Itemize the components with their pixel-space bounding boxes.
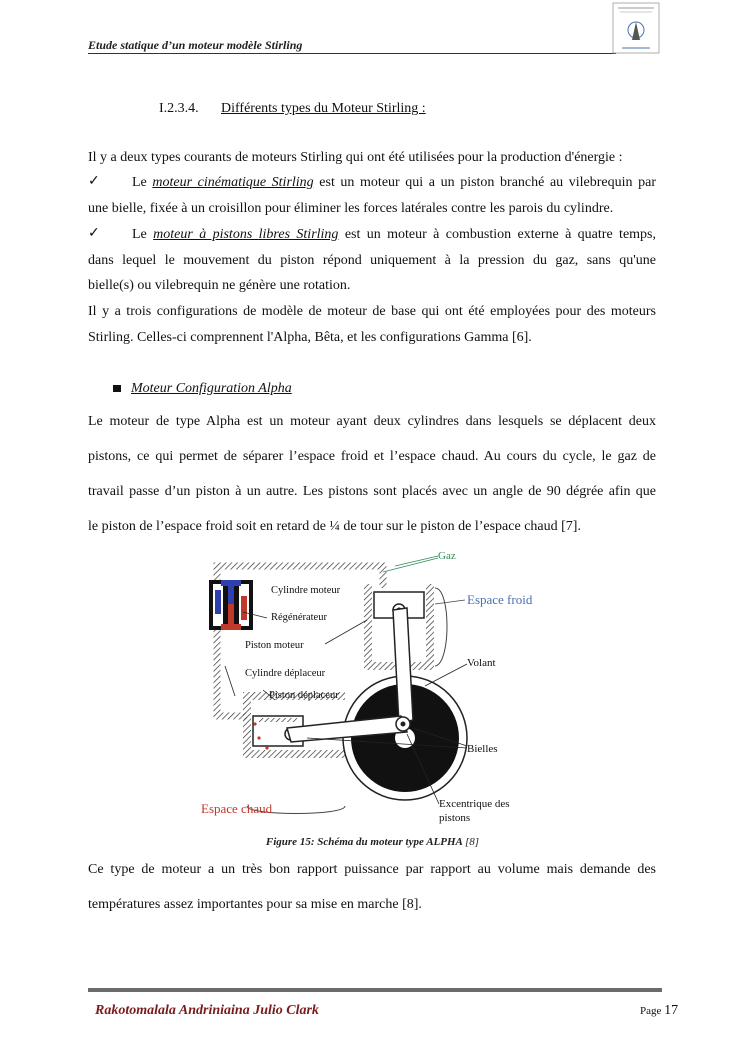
conclusion-line-2: températures assez importantes pour sa mise en marche [8]. [88,897,422,912]
bullet-2-line-3: bielle(s) ou vilebrequin ne génère une rotation. [88,278,351,293]
label-piston-moteur: Piston moteur [245,640,304,651]
alpha-para-line-1: Le moteur de type Alpha est un moteur ayant deux cylindres dans lesquels se déplacent deux [88,414,656,429]
bullet-2-rest: est un moteur à combustion externe à quatre temps, [344,227,656,242]
label-volant: Volant [467,657,496,669]
checkmark-icon: ✓ [88,226,100,241]
bullet-2-prefix: Le [132,227,147,242]
conclusion-line-1: Ce type de moteur a un très bon rapport puissance par rapport au volume mais demande des [88,862,656,877]
label-excentrique-2: pistons [439,812,471,824]
page-number: 17 [664,1003,679,1018]
label-excentrique-1: Excentrique des [439,798,510,810]
configs-line-1: Il y a trois configurations de modèle de moteur de base qui ont été employées pour des moteurs [88,304,656,319]
label-gaz: Gaz [438,550,456,562]
section-title: Différents types du Moteur Stirling : [221,101,426,116]
label-cylindre-moteur: Cylindre moteur [271,585,341,596]
bullet-1-rest: est un moteur qui a un piston branché au vilebrequin par [319,175,656,190]
running-header: Etude statique d’un moteur modèle Stirling [88,38,303,52]
figure-caption-ref: [8] [465,836,480,848]
section-heading [159,101,426,117]
bullet-1-term: moteur cinématique Stirling [152,175,314,190]
label-piston-deplaceur: Piston déplaceur [269,690,339,701]
alpha-para-line-2: pistons, ce qui permet de séparer l’espace froid et l’espace chaud. Au cours du cycle, le gaz de [88,449,656,464]
header-rule [88,53,616,54]
bullet-1-line-2: une bielle, fixée à un croisillon pour éliminer les forces latérales contre les parois du cylindre. [88,201,614,216]
label-cylindre-deplaceur: Cylindre déplaceur [245,668,326,679]
gas-pipe-lower [217,698,247,716]
label-regenerateur: Régénérateur [271,612,327,623]
section-number: I.2.3.4. [159,101,199,116]
page-label: Page [640,1005,662,1017]
figure-caption-text: Figure 15: Schéma du moteur type ALPHA [265,836,463,848]
footer-author: Rakotomalala Andriniaina Julio Clark [95,1003,319,1018]
configs-line-2: Stirling. Celles-ci comprennent l'Alpha, Bêta, et les configurations Gamma [6]. [88,330,532,345]
footer-page [640,1003,678,1019]
bullet-1-line-1 [132,174,656,192]
university-logo-icon [612,2,660,54]
intro-text: Il y a deux types courants de moteurs Stirling qui ont été utilisées pour la production d'énergie : [88,150,623,165]
label-espace-chaud: Espace chaud [201,801,273,816]
footer-rule [88,988,662,992]
label-bielles: Bielles [467,743,498,755]
checkmark-icon: ✓ [88,174,100,189]
alpha-para-line-3: travail passe d’un piston à un autre. Les pistons sont placés avec un angle de 90 dégrée afin que [88,484,656,499]
bullet-1-prefix: Le [132,175,147,190]
figure-caption [0,836,745,848]
square-bullet-icon [113,385,121,392]
alpha-heading-text: Moteur Configuration Alpha [131,381,292,396]
alpha-heading [113,381,292,397]
alpha-engine-diagram [195,548,555,830]
bullet-2-line-2: dans lequel le mouvement du piston répond uniquement à la pression du gaz, sans qu'une [88,253,656,268]
bullet-2-line-1 [132,226,656,244]
label-espace-froid: Espace froid [467,592,533,607]
bullet-2-term: moteur à pistons libres Stirling [153,227,339,242]
alpha-para-line-4: le piston de l’espace froid soit en retard de ¼ de tour sur le piston de l’espace chaud [7]. [88,519,581,534]
